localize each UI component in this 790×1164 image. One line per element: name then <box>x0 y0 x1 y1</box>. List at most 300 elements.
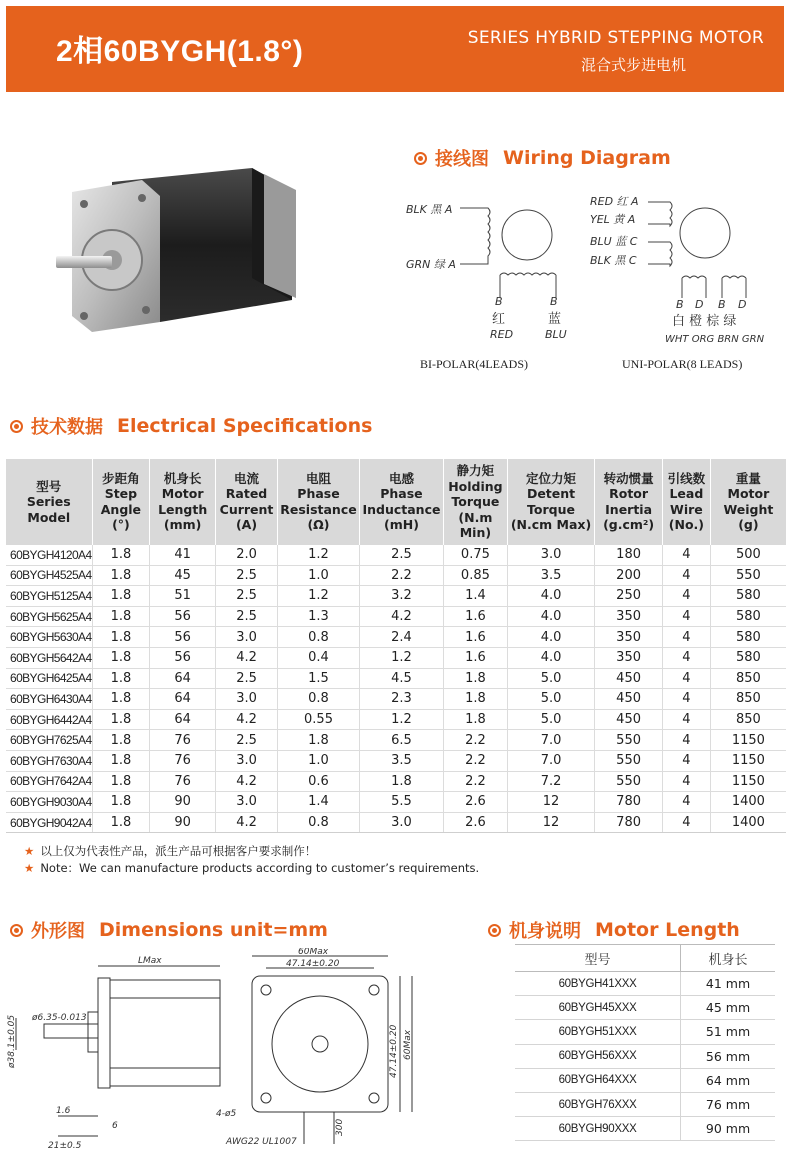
table-row <box>515 1117 775 1141</box>
spec-cell: 1.0 <box>278 565 360 586</box>
motor-length-table <box>515 944 775 1141</box>
length-value-cell: 51 mm <box>681 1020 775 1044</box>
table-row <box>6 627 786 648</box>
spec-cell: 4 <box>662 565 710 586</box>
spec-col-header-line: (N.cm Max) <box>510 517 592 533</box>
spec-cell: 4 <box>662 812 710 833</box>
spec-col-header-line: (mm) <box>163 517 202 533</box>
spec-col-header-line: 静力矩 <box>456 463 495 478</box>
spec-cell: 180 <box>595 545 663 566</box>
spec-col-header-line: 定位力矩 <box>526 470 577 486</box>
spec-cell: 1.8 <box>92 689 150 710</box>
spec-cell: 1.6 <box>443 647 507 668</box>
specs-table <box>6 459 786 833</box>
model-cell: 60BYGH6430A4 <box>6 689 92 710</box>
spec-cell: 7.0 <box>507 730 594 751</box>
page-title: 2相60BYGH(1.8°) <box>56 35 304 68</box>
table-row <box>515 1044 775 1068</box>
dim-w47: 47.14±0.20 <box>286 959 340 969</box>
note-cn: 以上仅为代表性产品，派生产品可根据客户要求制作！ <box>40 844 317 858</box>
specs-header-row <box>6 459 786 545</box>
model-cell: 60BYGH7630A4 <box>6 750 92 771</box>
svg-text:白 橙 棕 绿: 白 橙 棕 绿 <box>672 314 737 329</box>
svg-text:红: 红 <box>492 312 506 327</box>
motor-length-heading: 机身说明 Motor Length <box>488 917 740 943</box>
spec-cell: 2.2 <box>443 750 507 771</box>
spec-col-header-line: 机身长 <box>163 470 202 486</box>
spec-cell: 350 <box>595 627 663 648</box>
spec-col-header-line: (g) <box>738 517 759 533</box>
spec-cell: 1.2 <box>278 586 360 607</box>
spec-cell: 1.5 <box>278 668 360 689</box>
series-title-cn: 混合式步进电机 <box>580 56 686 74</box>
spec-col-header <box>710 459 786 545</box>
spec-cell: 3.0 <box>359 812 443 833</box>
spec-cell: 1150 <box>710 730 786 751</box>
table-row <box>515 1068 775 1092</box>
spec-cell: 550 <box>595 771 663 792</box>
spec-cell: 550 <box>595 730 663 751</box>
table-row <box>6 668 786 689</box>
spec-cell: 5.5 <box>359 792 443 813</box>
spec-col-header-line: 步距角 <box>102 470 140 486</box>
note-en: Note：We can manufacture products according to customer’s requirements. <box>40 861 480 875</box>
spec-cell: 4.2 <box>216 812 278 833</box>
spec-cell: 450 <box>595 689 663 710</box>
spec-col-header <box>507 459 594 545</box>
spec-cell: 2.6 <box>443 792 507 813</box>
motor-length-table-wrap <box>515 944 775 1141</box>
model-cell: 60BYGH6442A4 <box>6 709 92 730</box>
spec-col-header <box>92 459 150 545</box>
spec-cell: 3.5 <box>507 565 594 586</box>
spec-cell: 3.0 <box>507 545 594 566</box>
spec-cell: 64 <box>150 709 216 730</box>
dim-shaft: ø6.35-0.013 <box>32 1013 87 1023</box>
spec-col-header-line: 引线数 <box>667 470 706 486</box>
spec-cell: 2.4 <box>359 627 443 648</box>
model-cell: 60BYGH5625A4 <box>6 606 92 627</box>
spec-cell: 4 <box>662 792 710 813</box>
spec-cell: 1.8 <box>92 586 150 607</box>
spec-cell: 2.2 <box>443 771 507 792</box>
model-cell: 60BYGH5125A4 <box>6 586 92 607</box>
length-value-cell: 90 mm <box>681 1117 775 1141</box>
spec-cell: 4.5 <box>359 668 443 689</box>
spec-cell: 1.8 <box>443 709 507 730</box>
spec-cell: 3.0 <box>216 689 278 710</box>
spec-col-header-line: Motor <box>161 486 204 502</box>
length-model-cell: 60BYGH56XXX <box>515 1044 681 1068</box>
spec-cell: 4.2 <box>216 709 278 730</box>
spec-cell: 1.8 <box>92 545 150 566</box>
spec-col-header-line: Torque <box>451 494 500 509</box>
spec-cell: 3.5 <box>359 750 443 771</box>
dim-holes: 4-ø5 <box>216 1109 237 1119</box>
spec-cell: 76 <box>150 771 216 792</box>
bipolar-label-grn: GRN 绿 A <box>406 258 456 271</box>
spec-cell: 0.85 <box>443 565 507 586</box>
length-model-cell: 60BYGH51XXX <box>515 1020 681 1044</box>
spec-cell: 1.2 <box>359 709 443 730</box>
section-bullet-icon <box>10 924 23 937</box>
spec-col-header-line: Step <box>104 486 138 502</box>
spec-cell: 550 <box>710 565 786 586</box>
spec-cell: 12 <box>507 792 594 813</box>
spec-col-header-line: Rotor <box>609 486 649 502</box>
spec-cell: 76 <box>150 730 216 751</box>
spec-cell: 64 <box>150 689 216 710</box>
spec-cell: 4 <box>662 709 710 730</box>
spec-cell: 500 <box>710 545 786 566</box>
spec-col-header <box>278 459 360 545</box>
spec-col-header-line: Phase <box>297 486 340 502</box>
section-bullet-icon <box>10 420 23 433</box>
length-value-cell: 56 mm <box>681 1044 775 1068</box>
spec-col-header-line: 重量 <box>735 470 761 486</box>
spec-cell: 4 <box>662 771 710 792</box>
spec-cell: 1.8 <box>92 668 150 689</box>
dim-21: 21±0.5 <box>48 1141 82 1151</box>
specs-heading: 技术数据 Electrical Specifications <box>10 413 372 439</box>
svg-text:B: B <box>718 298 726 311</box>
spec-cell: 1.8 <box>359 771 443 792</box>
spec-cell: 350 <box>595 647 663 668</box>
model-cell: 60BYGH7625A4 <box>6 730 92 751</box>
table-row <box>6 771 786 792</box>
spec-cell: 4.2 <box>359 606 443 627</box>
spec-col-header <box>359 459 443 545</box>
spec-col-header-line: Torque <box>527 501 575 517</box>
spec-cell: 4.2 <box>216 771 278 792</box>
spec-cell: 6.5 <box>359 730 443 751</box>
spec-cell: 4 <box>662 586 710 607</box>
star-icon: ★ <box>24 844 35 858</box>
length-model-cell: 60BYGH76XXX <box>515 1092 681 1116</box>
model-cell: 60BYGH6425A4 <box>6 668 92 689</box>
svg-text:BLU 蓝 C: BLU 蓝 C <box>590 235 638 248</box>
spec-cell: 350 <box>595 606 663 627</box>
spec-cell: 12 <box>507 812 594 833</box>
table-row <box>6 586 786 607</box>
spec-cell: 4 <box>662 668 710 689</box>
svg-text:蓝: 蓝 <box>548 312 562 327</box>
spec-cell: 580 <box>710 627 786 648</box>
model-cell: 60BYGH9030A4 <box>6 792 92 813</box>
model-cell: 60BYGH5630A4 <box>6 627 92 648</box>
spec-cell: 450 <box>595 668 663 689</box>
notes <box>24 843 479 877</box>
table-row <box>6 709 786 730</box>
spec-cell: 5.0 <box>507 668 594 689</box>
spec-cell: 1.8 <box>92 606 150 627</box>
spec-col-header-line: 型号 <box>36 478 62 494</box>
spec-cell: 45 <box>150 565 216 586</box>
dim-pilot: ø38.1±0.05 <box>7 1014 17 1068</box>
spec-cell: 4 <box>662 606 710 627</box>
spec-cell: 2.5 <box>216 565 278 586</box>
spec-cell: 4 <box>662 647 710 668</box>
spec-col-header-line: Motor <box>727 486 770 502</box>
spec-col-header-line: Model <box>27 509 71 525</box>
spec-cell: 4.0 <box>507 627 594 648</box>
spec-cell: 1.0 <box>278 750 360 771</box>
spec-cell: 250 <box>595 586 663 607</box>
spec-col-header <box>595 459 663 545</box>
table-row <box>6 565 786 586</box>
spec-cell: 2.5 <box>216 730 278 751</box>
spec-col-header-line: (g.cm²) <box>603 517 655 533</box>
spec-col-header-line: Holding <box>448 478 503 494</box>
spec-cell: 1.2 <box>359 647 443 668</box>
star-icon: ★ <box>24 861 35 875</box>
spec-cell: 850 <box>710 668 786 689</box>
model-cell: 60BYGH4525A4 <box>6 565 92 586</box>
table-row <box>515 1020 775 1044</box>
spec-col-header-line: Angle <box>100 501 142 517</box>
table-row <box>515 996 775 1020</box>
spec-cell: 4 <box>662 689 710 710</box>
dim-300: 300 <box>335 1118 345 1136</box>
table-row <box>6 812 786 833</box>
spec-cell: 41 <box>150 545 216 566</box>
spec-cell: 2.2 <box>359 565 443 586</box>
svg-text:D: D <box>695 298 704 311</box>
length-value-cell: 76 mm <box>681 1092 775 1116</box>
bipolar-label-b1: B <box>495 295 503 308</box>
section-bullet-icon <box>488 924 501 937</box>
spec-cell: 1.8 <box>92 812 150 833</box>
spec-cell: 3.0 <box>216 750 278 771</box>
wiring-heading: 接线图 Wiring Diagram <box>414 145 671 171</box>
spec-cell: 2.5 <box>216 586 278 607</box>
section-bullet-icon <box>414 152 427 165</box>
unipolar-caption: UNI-POLAR(8 LEADS) <box>622 357 743 371</box>
svg-text:D: D <box>738 298 747 311</box>
spec-cell: 56 <box>150 627 216 648</box>
dim-16: 1.6 <box>56 1106 71 1116</box>
spec-cell: 1400 <box>710 792 786 813</box>
spec-cell: 580 <box>710 647 786 668</box>
specs-table-wrap <box>6 459 786 833</box>
spec-cell: 1.8 <box>92 771 150 792</box>
spec-col-header-line: (A) <box>235 517 258 533</box>
spec-cell: 1.6 <box>443 606 507 627</box>
spec-cell: 1.8 <box>92 627 150 648</box>
spec-cell: 580 <box>710 586 786 607</box>
spec-cell: 1.4 <box>443 586 507 607</box>
spec-cell: 1.2 <box>278 545 360 566</box>
col-length: 机身长 <box>681 945 775 972</box>
spec-cell: 1.3 <box>278 606 360 627</box>
motor-photo <box>52 160 312 340</box>
spec-cell: 5.0 <box>507 689 594 710</box>
spec-cell: 2.6 <box>443 812 507 833</box>
model-cell: 60BYGH5642A4 <box>6 647 92 668</box>
dimension-drawing <box>4 948 424 1158</box>
length-value-cell: 64 mm <box>681 1068 775 1092</box>
table-row <box>6 689 786 710</box>
wiring-diagram <box>400 180 780 380</box>
svg-text:B: B <box>676 298 684 311</box>
spec-cell: 4 <box>662 730 710 751</box>
dim-wire: AWG22 UL1007 <box>226 1137 297 1147</box>
spec-col-header <box>443 459 507 545</box>
spec-cell: 4 <box>662 750 710 771</box>
spec-cell: 850 <box>710 709 786 730</box>
spec-cell: 4 <box>662 545 710 566</box>
series-title-en: SERIES HYBRID STEPPING MOTOR <box>467 28 764 48</box>
length-model-cell: 60BYGH45XXX <box>515 996 681 1020</box>
length-model-cell: 60BYGH64XXX <box>515 1068 681 1092</box>
spec-col-header <box>6 459 92 545</box>
spec-cell: 1.6 <box>443 627 507 648</box>
spec-cell: 5.0 <box>507 709 594 730</box>
bipolar-caption: BI-POLAR(4LEADS) <box>420 357 528 371</box>
length-model-cell: 60BYGH90XXX <box>515 1117 681 1141</box>
spec-col-header-line: Detent <box>526 486 576 502</box>
table-row <box>6 647 786 668</box>
dim-h47: 47.14±0.20 <box>389 1024 399 1078</box>
spec-cell: 0.4 <box>278 647 360 668</box>
spec-cell: 450 <box>595 709 663 730</box>
spec-cell: 1.4 <box>278 792 360 813</box>
spec-cell: 0.8 <box>278 627 360 648</box>
spec-cell: 2.2 <box>443 730 507 751</box>
svg-text:BLK 黑 C: BLK 黑 C <box>590 254 637 267</box>
spec-col-header-line: (Ω) <box>307 517 330 533</box>
spec-cell: 780 <box>595 812 663 833</box>
spec-cell: 1400 <box>710 812 786 833</box>
spec-cell: 56 <box>150 606 216 627</box>
specs-body <box>6 545 786 833</box>
motor-length-body <box>515 972 775 1141</box>
bipolar-label-blk: BLK 黑 A <box>406 203 453 216</box>
spec-cell: 2.5 <box>359 545 443 566</box>
table-row <box>515 972 775 996</box>
table-row <box>6 730 786 751</box>
spec-col-header-line: Wire <box>670 501 703 517</box>
spec-cell: 0.8 <box>278 812 360 833</box>
spec-col-header-line: 电流 <box>234 470 260 486</box>
spec-col-header-line: Inertia <box>605 501 653 517</box>
spec-cell: 4 <box>662 627 710 648</box>
spec-cell: 550 <box>595 750 663 771</box>
spec-cell: 3.0 <box>216 792 278 813</box>
table-row <box>6 606 786 627</box>
spec-cell: 3.2 <box>359 586 443 607</box>
spec-cell: 2.0 <box>216 545 278 566</box>
spec-cell: 850 <box>710 689 786 710</box>
spec-cell: 580 <box>710 606 786 627</box>
spec-cell: 780 <box>595 792 663 813</box>
svg-text:RED 红 A: RED 红 A <box>590 195 639 208</box>
svg-text:WHT ORG BRN GRN: WHT ORG BRN GRN <box>665 334 765 345</box>
table-row <box>6 792 786 813</box>
spec-col-header-line: (°) <box>112 517 130 533</box>
spec-cell: 1.8 <box>92 792 150 813</box>
spec-col-header-line: 转动惯量 <box>603 470 654 486</box>
spec-cell: 2.5 <box>216 668 278 689</box>
spec-col-header-line: 电阻 <box>305 470 331 486</box>
spec-cell: 0.55 <box>278 709 360 730</box>
spec-cell: 51 <box>150 586 216 607</box>
spec-cell: 0.75 <box>443 545 507 566</box>
spec-col-header-line: Resistance <box>280 501 357 517</box>
table-row <box>6 750 786 771</box>
spec-cell: 1.8 <box>443 689 507 710</box>
spec-col-header-line: Phase <box>380 486 423 502</box>
spec-col-header-line: (mH) <box>384 517 419 533</box>
spec-cell: 1150 <box>710 771 786 792</box>
dim-lmax: LMax <box>138 956 162 966</box>
spec-cell: 0.6 <box>278 771 360 792</box>
spec-cell: 1150 <box>710 750 786 771</box>
spec-cell: 4.0 <box>507 606 594 627</box>
table-row <box>6 545 786 566</box>
spec-col-header-line: Inductance <box>362 501 441 517</box>
spec-cell: 56 <box>150 647 216 668</box>
dim-6: 6 <box>112 1121 118 1131</box>
svg-text:RED: RED <box>490 328 514 341</box>
spec-cell: 7.2 <box>507 771 594 792</box>
spec-cell: 4.0 <box>507 586 594 607</box>
spec-col-header-line: Rated <box>225 486 268 502</box>
spec-cell: 2.5 <box>216 606 278 627</box>
spec-col-header-line: Series <box>26 494 71 509</box>
spec-cell: 90 <box>150 812 216 833</box>
header-banner <box>6 6 784 92</box>
spec-cell: 1.8 <box>92 647 150 668</box>
length-value-cell: 45 mm <box>681 996 775 1020</box>
spec-col-header <box>216 459 278 545</box>
spec-col-header <box>150 459 216 545</box>
spec-col-header-line: (No.) <box>668 517 704 533</box>
spec-cell: 4.2 <box>216 647 278 668</box>
spec-col-header-line: Lead <box>669 486 704 502</box>
spec-col-header-line: (N.m Min) <box>458 509 493 540</box>
spec-cell: 76 <box>150 750 216 771</box>
spec-col-header-line: Current <box>219 501 274 517</box>
dim-h60: 60Max <box>403 1029 413 1060</box>
model-cell: 60BYGH7642A4 <box>6 771 92 792</box>
dim-w60: 60Max <box>298 948 329 957</box>
col-model: 型号 <box>515 945 681 972</box>
spec-cell: 2.3 <box>359 689 443 710</box>
spec-col-header-line: Weight <box>723 501 774 517</box>
spec-cell: 200 <box>595 565 663 586</box>
spec-col-header-line: Length <box>158 501 208 517</box>
spec-cell: 0.8 <box>278 689 360 710</box>
spec-cell: 1.8 <box>443 668 507 689</box>
length-model-cell: 60BYGH41XXX <box>515 972 681 996</box>
length-value-cell: 41 mm <box>681 972 775 996</box>
spec-cell: 1.8 <box>92 709 150 730</box>
model-cell: 60BYGH9042A4 <box>6 812 92 833</box>
spec-cell: 1.8 <box>92 565 150 586</box>
spec-cell: 64 <box>150 668 216 689</box>
dimensions-heading: 外形图 Dimensions unit=mm <box>10 917 328 943</box>
spec-col-header <box>662 459 710 545</box>
spec-cell: 1.8 <box>92 730 150 751</box>
spec-cell: 3.0 <box>216 627 278 648</box>
spec-cell: 7.0 <box>507 750 594 771</box>
spec-cell: 4.0 <box>507 647 594 668</box>
motor-length-header-row <box>515 945 775 972</box>
table-row <box>515 1092 775 1116</box>
svg-text:BLU: BLU <box>545 328 567 341</box>
spec-cell: 90 <box>150 792 216 813</box>
